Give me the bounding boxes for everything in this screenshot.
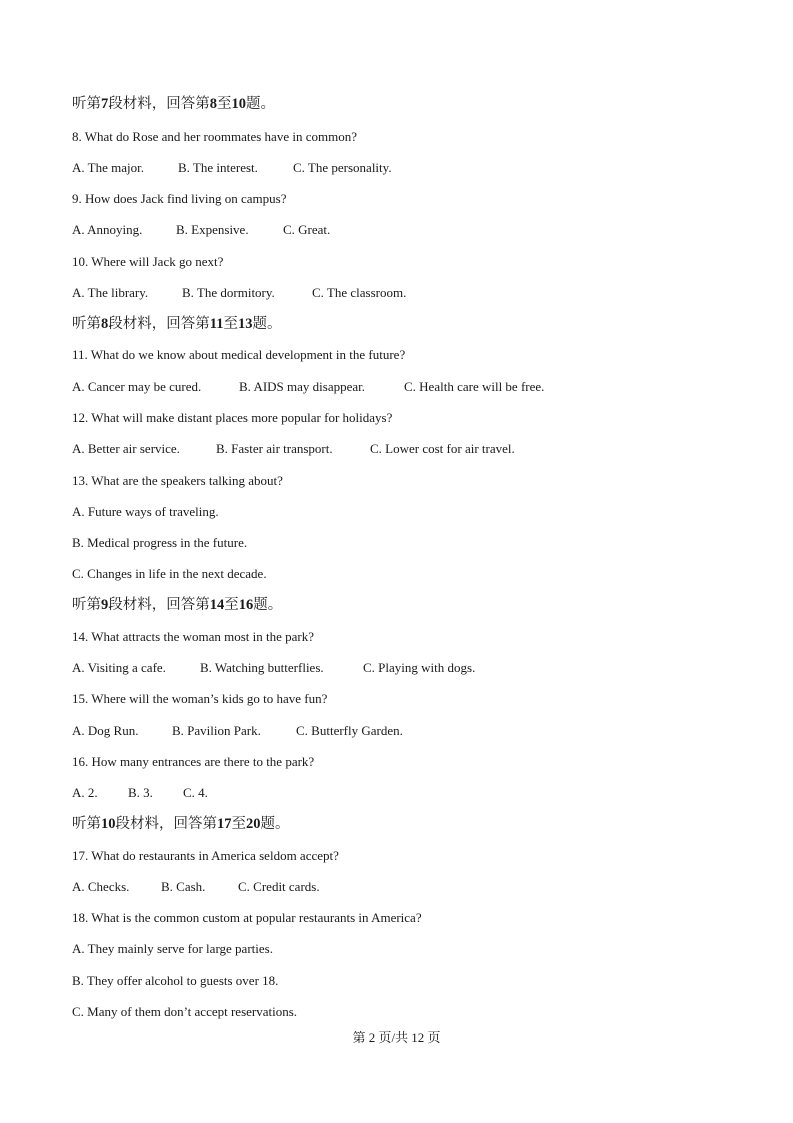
option-13b: B. Medical progress in the future.	[72, 535, 248, 550]
question-11: 11. What do we know about medical development in the future?	[72, 347, 406, 362]
option-13c: C. Changes in life in the next decade.	[72, 566, 267, 581]
option-11b: B. AIDS may disappear.	[239, 379, 366, 394]
section-heading-8: 听第8段材料，回答第11至13题。	[72, 316, 282, 332]
option-18b: B. They offer alcohol to guests over 18.	[72, 973, 279, 988]
option-8b: B. The interest.	[178, 160, 258, 175]
option-9a: A. Annoying.	[72, 222, 143, 237]
option-18c: C. Many of them don’t accept reservations.	[72, 1004, 298, 1019]
option-9b: B. Expensive.	[176, 222, 249, 237]
option-15c: C. Butterfly Garden.	[296, 723, 403, 738]
question-8: 8. What do Rose and her roommates have in common?	[72, 129, 357, 144]
option-12a: A. Better air service.	[72, 441, 180, 456]
option-15a: A. Dog Run.	[72, 723, 139, 738]
option-13a: A. Future ways of traveling.	[72, 504, 219, 519]
option-17b: B. Cash.	[161, 879, 206, 894]
question-10: 10. Where will Jack go next?	[72, 254, 224, 269]
section-heading-7: 听第7段材料，回答第8至10题。	[72, 96, 275, 112]
option-16b: B. 3.	[128, 785, 153, 800]
option-12b: B. Faster air transport.	[216, 441, 333, 456]
option-10b: B. The dormitory.	[182, 285, 275, 300]
section-heading-9: 听第9段材料，回答第14至16题。	[72, 597, 283, 613]
option-10c: C. The classroom.	[312, 285, 407, 300]
option-17c: C. Credit cards.	[238, 879, 320, 894]
option-9c: C. Great.	[283, 222, 331, 237]
option-17a: A. Checks.	[72, 879, 130, 894]
option-14b: B. Watching butterflies.	[200, 660, 324, 675]
option-18a: A. They mainly serve for large parties.	[72, 941, 273, 956]
question-17: 17. What do restaurants in America seldom accept?	[72, 848, 339, 863]
option-8c: C. The personality.	[293, 160, 392, 175]
option-16c: C. 4.	[183, 785, 208, 800]
question-15: 15. Where will the woman’s kids go to have fun?	[72, 691, 328, 706]
option-12c: C. Lower cost for air travel.	[370, 441, 515, 456]
question-18: 18. What is the common custom at popular restaurants in America?	[72, 910, 422, 925]
option-11c: C. Health care will be free.	[404, 379, 545, 394]
question-13: 13. What are the speakers talking about?	[72, 473, 283, 488]
option-16a: A. 2.	[72, 785, 98, 800]
page-footer: 第 2 页/共 12 页	[352, 1030, 441, 1045]
option-8a: A. The major.	[72, 160, 144, 175]
option-11a: A. Cancer may be cured.	[72, 379, 202, 394]
question-16: 16. How many entrances are there to the park?	[72, 754, 315, 769]
question-12: 12. What will make distant places more popular for holidays?	[72, 410, 393, 425]
section-heading-10: 听第10段材料，回答第17至20题。	[72, 816, 290, 832]
option-10a: A. The library.	[72, 285, 149, 300]
question-14: 14. What attracts the woman most in the park?	[72, 629, 314, 644]
option-14c: C. Playing with dogs.	[363, 660, 476, 675]
option-14a: A. Visiting a cafe.	[72, 660, 166, 675]
question-9: 9. How does Jack find living on campus?	[72, 191, 287, 206]
option-15b: B. Pavilion Park.	[172, 723, 261, 738]
